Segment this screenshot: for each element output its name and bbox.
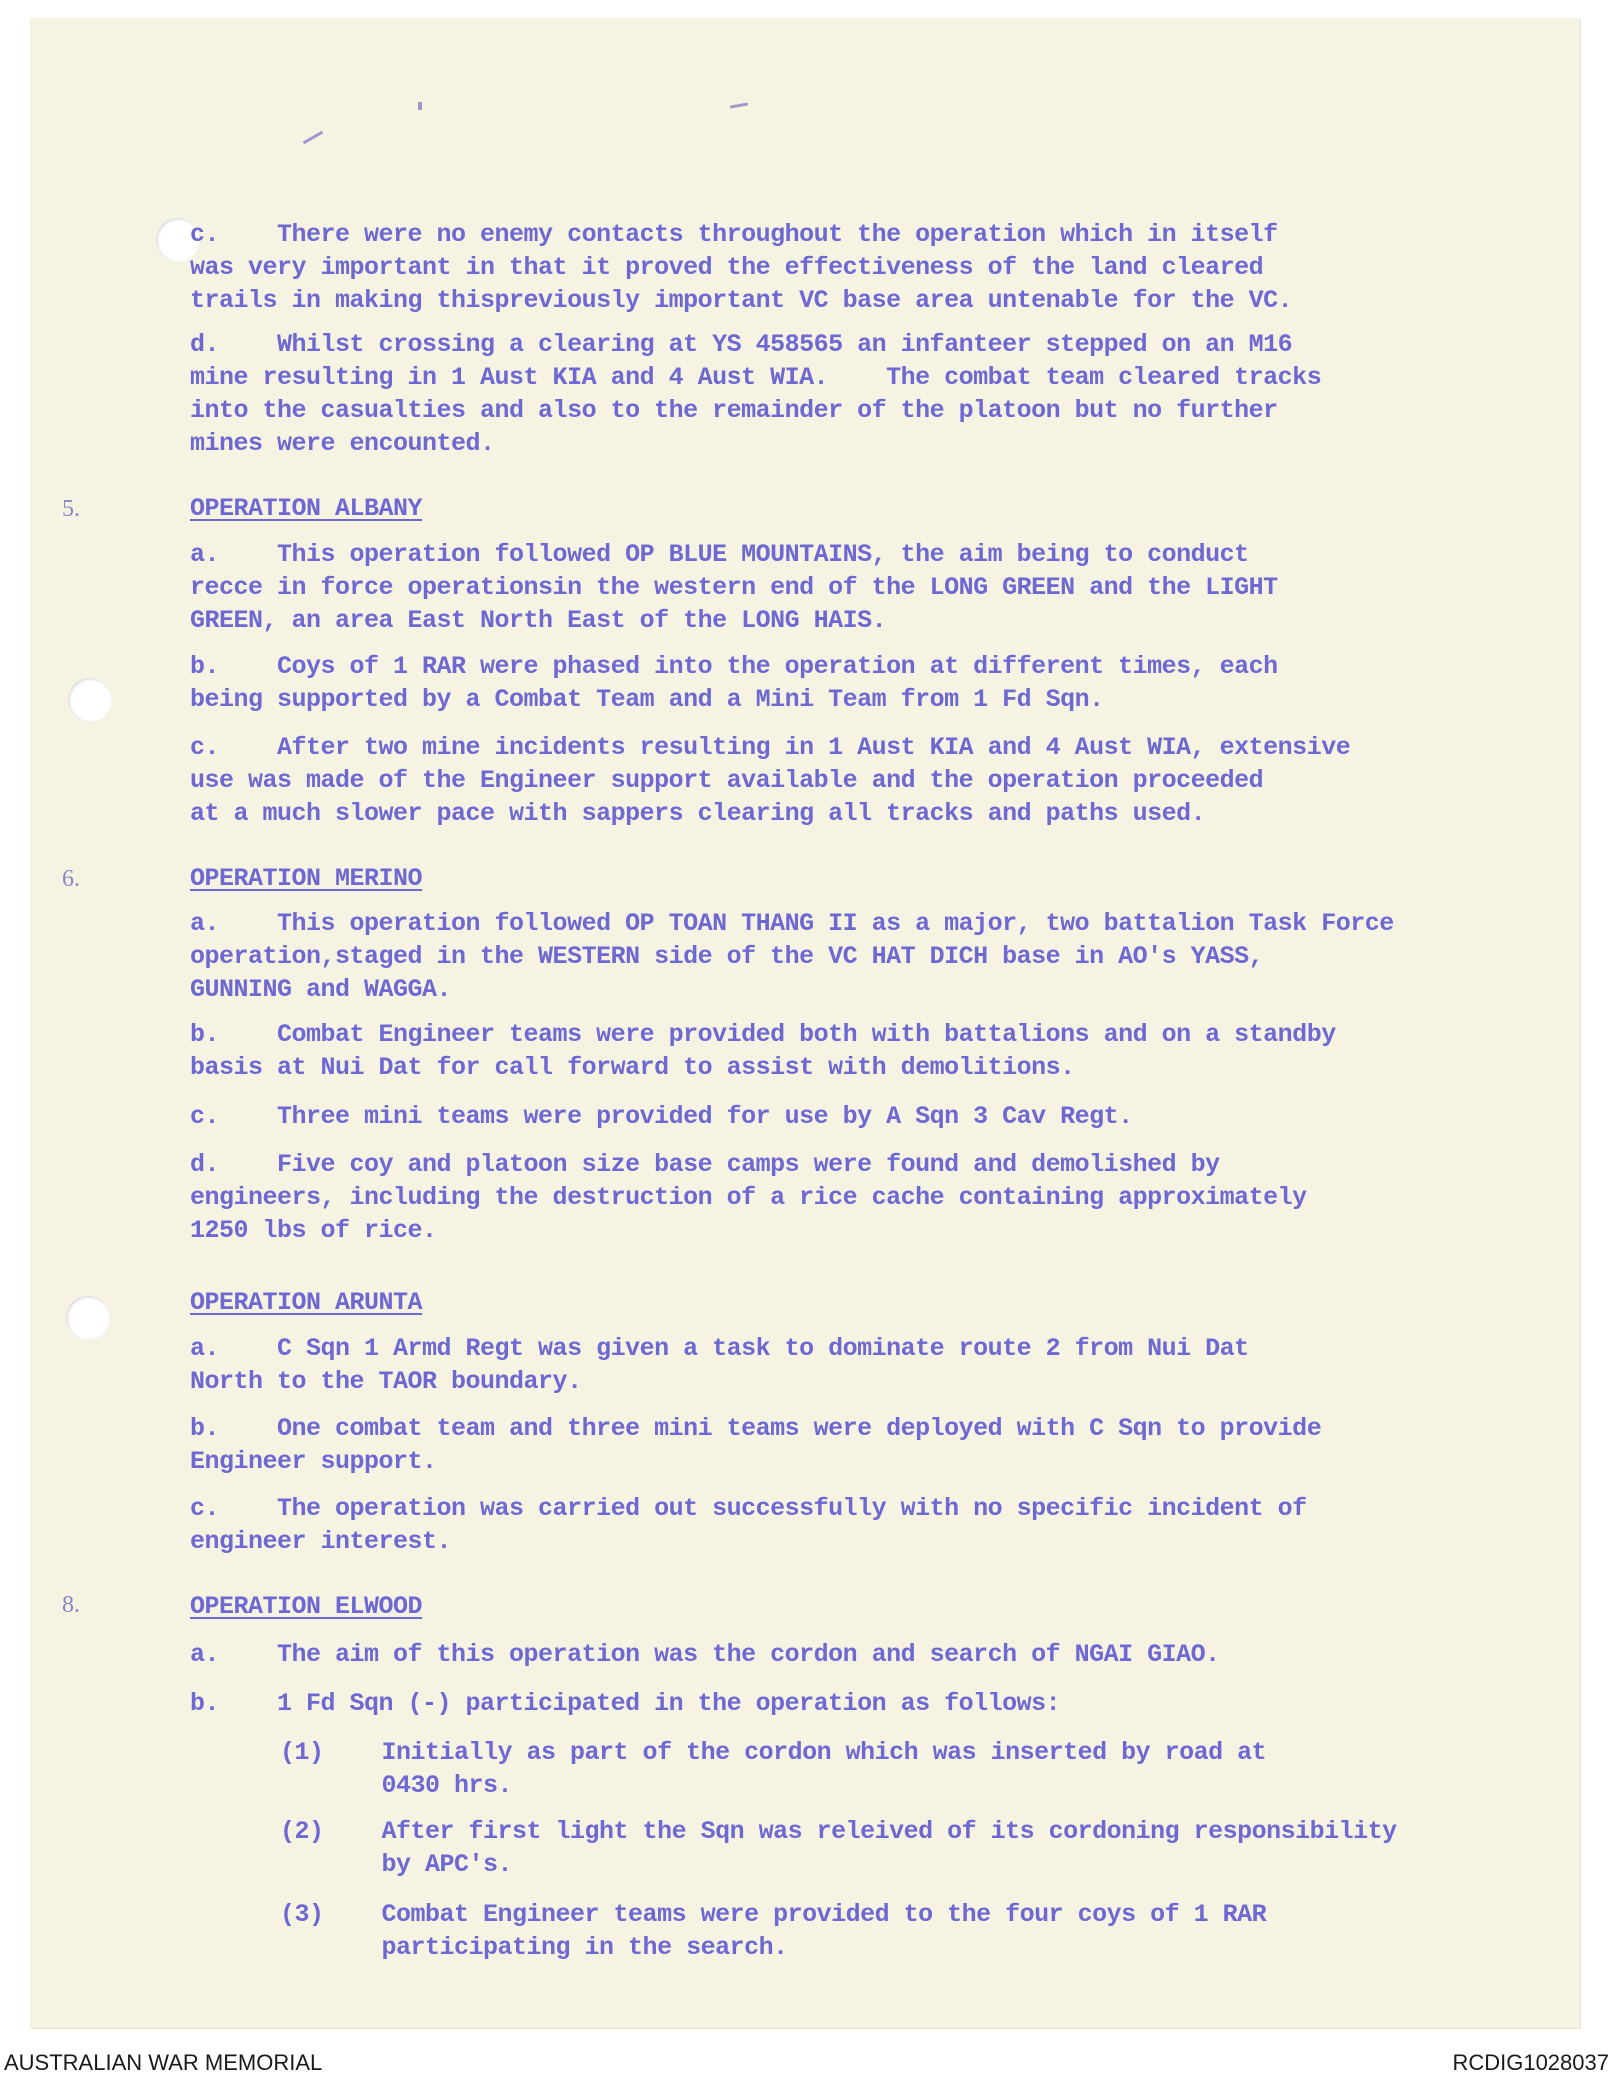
paragraph-8a: a. The aim of this operation was the cordon and search of NGAI GIAO. — [190, 1640, 1220, 1669]
paragraph-6b: b. Combat Engineer teams were provided both with battalions and on a standby basis at Nui Dat for call forward to assist with demolitions. — [190, 1020, 1336, 1082]
document-page — [30, 18, 1580, 2028]
paragraph-7a: a. C Sqn 1 Armd Regt was given a task to dominate route 2 from Nui Dat North to the TAOR boundary. — [190, 1334, 1249, 1396]
paragraph-4d: d. Whilst crossing a clearing at YS 458565 an infanteer stepped on an M16 mine resulting in 1 Aust KIA and 4 Aust WIA. The combat team cleared tracks into the casualties and also to the remainder of the platoon but no further mines were encounted. — [190, 330, 1322, 458]
paragraph-5c: c. After two mine incidents resulting in 1 Aust KIA and 4 Aust WIA, extensive use was made of the Engineer support available and the operation proceeded at a much slower pace with sappers clearing all tracks and paths used. — [190, 733, 1351, 828]
section-number: 8. — [62, 1592, 80, 1618]
section-number: 6. — [62, 866, 80, 892]
section-heading: OPERATION ALBANY — [190, 494, 423, 523]
paragraph-7c: c. The operation was carried out successfully with no specific incident of engineer interest. — [190, 1494, 1307, 1556]
ink-mark — [303, 131, 324, 145]
section-heading: OPERATION MERINO — [190, 864, 423, 893]
subparagraph-8b-1: (1) Initially as part of the cordon which was inserted by road at 0430 hrs. — [280, 1738, 1267, 1800]
section-heading: OPERATION ELWOOD — [190, 1592, 423, 1621]
ink-mark — [730, 102, 748, 108]
paragraph-6a: a. This operation followed OP TOAN THANG II as a major, two battalion Task Force operation,staged in the WESTERN side of the VC HAT DICH base in AO's YASS, GUNNING and WAGGA. — [190, 909, 1394, 1004]
paragraph-5b: b. Coys of 1 RAR were phased into the operation at different times, each being supported by a Combat Team and a Mini Team from 1 Fd Sqn. — [190, 652, 1278, 714]
subparagraph-8b-3: (3) Combat Engineer teams were provided to the four coys of 1 RAR participating in the search. — [280, 1900, 1267, 1962]
paragraph-6c: c. Three mini teams were provided for use by A Sqn 3 Cav Regt. — [190, 1102, 1133, 1131]
subparagraph-8b-2: (2) After first light the Sqn was releived of its cordoning responsibility by APC's. — [280, 1817, 1397, 1879]
paragraph-4c: c. There were no enemy contacts throughout the operation which in itself was very important in that it proved the effectiveness of the land cleared trails in making thispreviously important VC base area untenable for the VC. — [190, 220, 1293, 315]
footer-source: AUSTRALIAN WAR MEMORIAL — [4, 2050, 323, 2075]
punch-hole — [68, 678, 112, 722]
ink-mark — [418, 102, 422, 110]
footer-id: RCDIG1028037 — [1452, 2050, 1609, 2075]
punch-hole — [66, 1296, 110, 1340]
paragraph-8b: b. 1 Fd Sqn (-) participated in the operation as follows: — [190, 1689, 1061, 1718]
section-number: 5. — [62, 496, 80, 522]
paragraph-5a: a. This operation followed OP BLUE MOUNTAINS, the aim being to conduct recce in force operationsin the western end of the LONG GREEN and the LIGHT GREEN, an area East North East of the LONG HAIS. — [190, 540, 1278, 635]
paragraph-6d: d. Five coy and platoon size base camps were found and demolished by engineers, including the destruction of a rice cache containing approximately 1250 lbs of rice. — [190, 1150, 1307, 1245]
paragraph-7b: b. One combat team and three mini teams were deployed with C Sqn to provide Engineer support. — [190, 1414, 1322, 1476]
section-heading: OPERATION ARUNTA — [190, 1288, 423, 1317]
